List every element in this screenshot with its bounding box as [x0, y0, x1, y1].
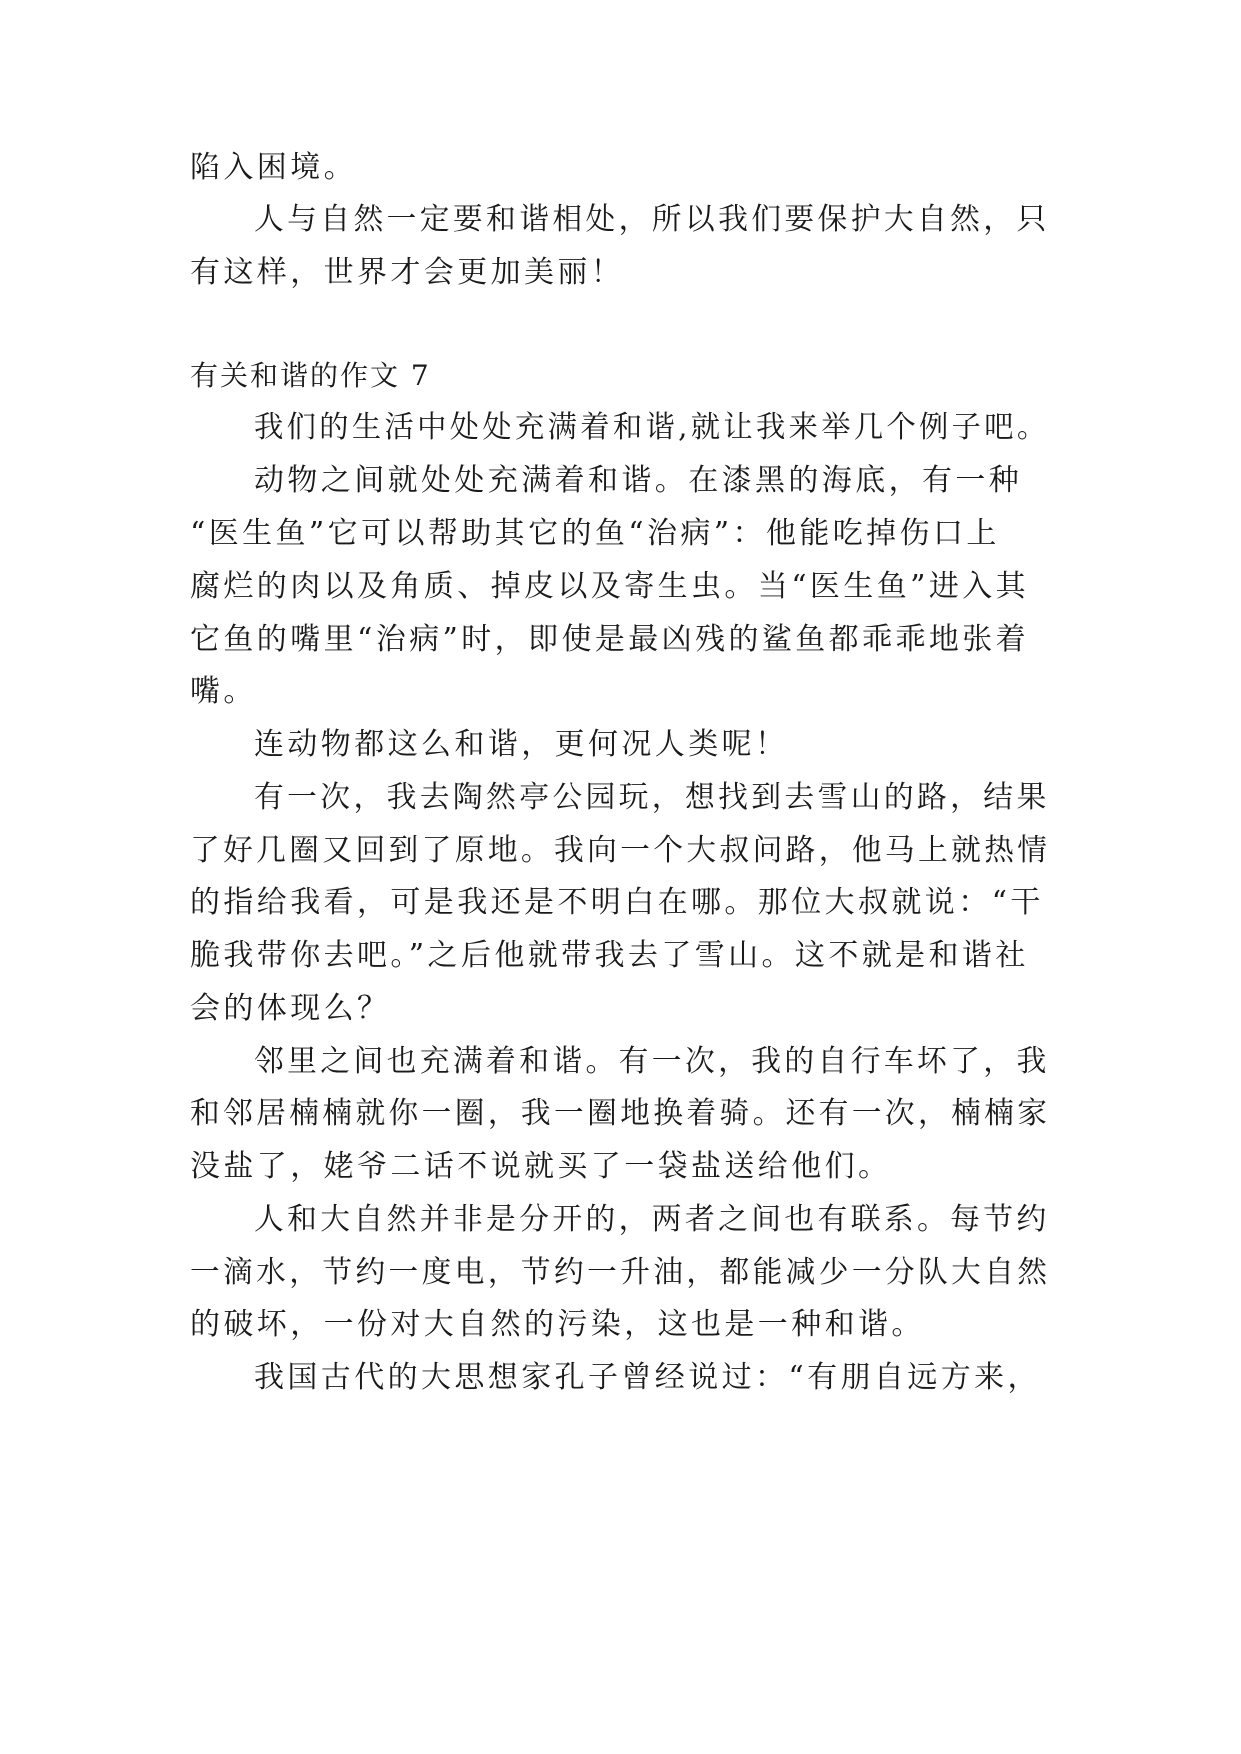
paragraph-start: 邻里之间也充满着和谐。有一次，我的自行车坏了，我	[254, 1044, 1050, 1079]
text-line: “医生鱼”它可以帮助其它的鱼“治病”：他能吃掉伤口上	[190, 516, 1000, 551]
text-line: 有这样，世界才会更加美丽！	[190, 255, 625, 290]
paragraph-start: 人与自然一定要和谐相处，所以我们要保护大自然，只	[254, 202, 1050, 237]
section-heading: 有关和谐的作文 7	[190, 359, 431, 392]
paragraph-start: 动物之间就处处充满着和谐。在漆黑的海底，有一种	[254, 463, 1023, 498]
text-line: 了好几圈又回到了原地。我向一个大叔问路，他马上就热情	[190, 833, 1051, 868]
paragraph-start: 人和大自然并非是分开的，两者之间也有联系。每节约	[254, 1202, 1050, 1237]
text-line: 的破坏，一份对大自然的污染，这也是一种和谐。	[190, 1307, 925, 1342]
text-line: 它鱼的嘴里“治病”时，即使是最凶残的鲨鱼都乖乖地张着	[190, 622, 1030, 657]
paragraph-start: 有一次，我去陶然亭公园玩，想找到去雪山的路，结果	[254, 780, 1050, 815]
paragraph-start: 我们的生活中处处充满着和谐,就让我来举几个例子吧。	[254, 410, 1050, 445]
text-line: 陷入困境。	[190, 150, 357, 185]
text-line: 的指给我看，可是我还是不明白在哪。那位大叔就说：“干	[190, 885, 1044, 920]
paragraph-start: 连动物都这么和谐，更何况人类呢！	[254, 727, 789, 762]
text-line: 会的体现么？	[190, 991, 391, 1026]
text-line: 没盐了，姥爷二话不说就买了一袋盐送给他们。	[190, 1149, 892, 1184]
paragraph-start: 我国古代的大思想家孔子曾经说过：“有朋自远方来，	[254, 1360, 1041, 1395]
text-line: 和邻居楠楠就你一圈，我一圈地换着骑。还有一次，楠楠家	[190, 1096, 1051, 1131]
text-line: 一滴水，节约一度电，节约一升油，都能减少一分队大自然	[190, 1255, 1051, 1290]
text-line: 脆我带你去吧。”之后他就带我去了雪山。这不就是和谐社	[190, 938, 1029, 973]
text-line: 嘴。	[190, 674, 257, 709]
document-page	[190, 0, 1050, 1754]
text-line: 腐烂的肉以及角质、掉皮以及寄生虫。当“医生鱼”进入其	[190, 569, 1030, 604]
